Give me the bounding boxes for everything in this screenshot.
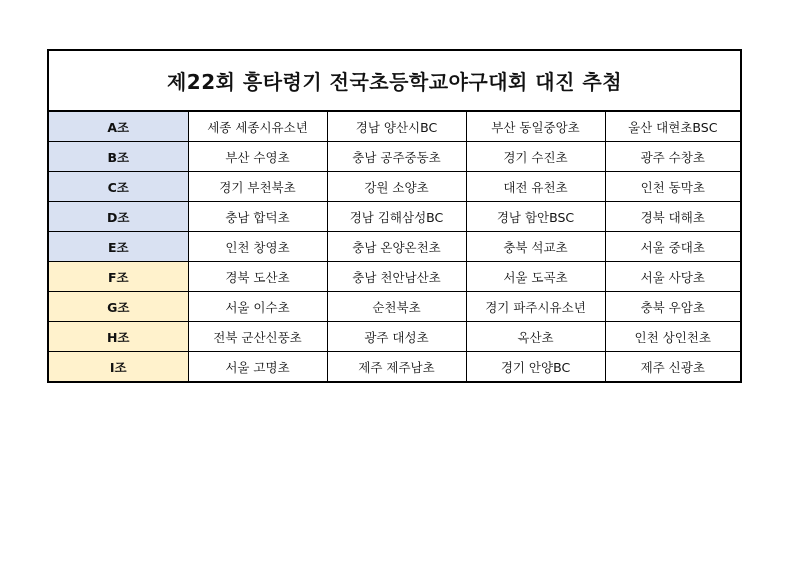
team-cell: 대전 유천초 <box>466 172 605 202</box>
table-row <box>49 112 740 142</box>
team-cell: 제주 제주남초 <box>327 352 466 382</box>
table-row <box>49 262 740 292</box>
team-cell: 충남 온양온천초 <box>327 232 466 262</box>
team-cell: 인천 상인천초 <box>605 322 740 352</box>
team-cell: 광주 대성초 <box>327 322 466 352</box>
team-cell: 서울 이수초 <box>188 292 327 322</box>
group-label: F조 <box>49 262 188 292</box>
team-cell: 부산 수영초 <box>188 142 327 172</box>
table-row <box>49 202 740 232</box>
draw-table <box>47 49 742 383</box>
table-row <box>49 142 740 172</box>
group-label: D조 <box>49 202 188 232</box>
team-cell: 충남 천안남산초 <box>327 262 466 292</box>
team-cell: 경북 도산초 <box>188 262 327 292</box>
group-label: A조 <box>49 112 188 142</box>
group-label: G조 <box>49 292 188 322</box>
table-row <box>49 292 740 322</box>
table-row <box>49 172 740 202</box>
team-cell: 울산 대현초BSC <box>605 112 740 142</box>
table-row <box>49 322 740 352</box>
team-cell: 경기 파주시유소년 <box>466 292 605 322</box>
team-cell: 제주 신광초 <box>605 352 740 382</box>
team-cell: 부산 동일중앙초 <box>466 112 605 142</box>
team-cell: 전북 군산신풍초 <box>188 322 327 352</box>
team-cell: 서울 도곡초 <box>466 262 605 292</box>
team-cell: 경기 안양BC <box>466 352 605 382</box>
group-label: B조 <box>49 142 188 172</box>
team-cell: 서울 사당초 <box>605 262 740 292</box>
team-cell: 경남 함안BSC <box>466 202 605 232</box>
group-label: E조 <box>49 232 188 262</box>
group-label: H조 <box>49 322 188 352</box>
table-row <box>49 352 740 382</box>
team-cell: 경기 부천북초 <box>188 172 327 202</box>
team-cell: 서울 중대초 <box>605 232 740 262</box>
team-cell: 경기 수진초 <box>466 142 605 172</box>
team-cell: 인천 동막초 <box>605 172 740 202</box>
team-cell: 강원 소양초 <box>327 172 466 202</box>
team-cell: 경북 대해초 <box>605 202 740 232</box>
team-cell: 경남 양산시BC <box>327 112 466 142</box>
team-cell: 경남 김해삼성BC <box>327 202 466 232</box>
team-cell: 옥산초 <box>466 322 605 352</box>
group-label: C조 <box>49 172 188 202</box>
team-cell: 충북 우암초 <box>605 292 740 322</box>
table-title: 제22회 흥타령기 전국초등학교야구대회 대진 추첨 <box>49 51 740 112</box>
table-row <box>49 232 740 262</box>
team-cell: 광주 수창초 <box>605 142 740 172</box>
group-label: I조 <box>49 352 188 382</box>
team-cell: 충북 석교초 <box>466 232 605 262</box>
team-cell: 충남 합덕초 <box>188 202 327 232</box>
team-cell: 충남 공주중동초 <box>327 142 466 172</box>
groups-table <box>49 112 740 381</box>
team-cell: 인천 창영초 <box>188 232 327 262</box>
team-cell: 세종 세종시유소년 <box>188 112 327 142</box>
team-cell: 서울 고명초 <box>188 352 327 382</box>
team-cell: 순천북초 <box>327 292 466 322</box>
